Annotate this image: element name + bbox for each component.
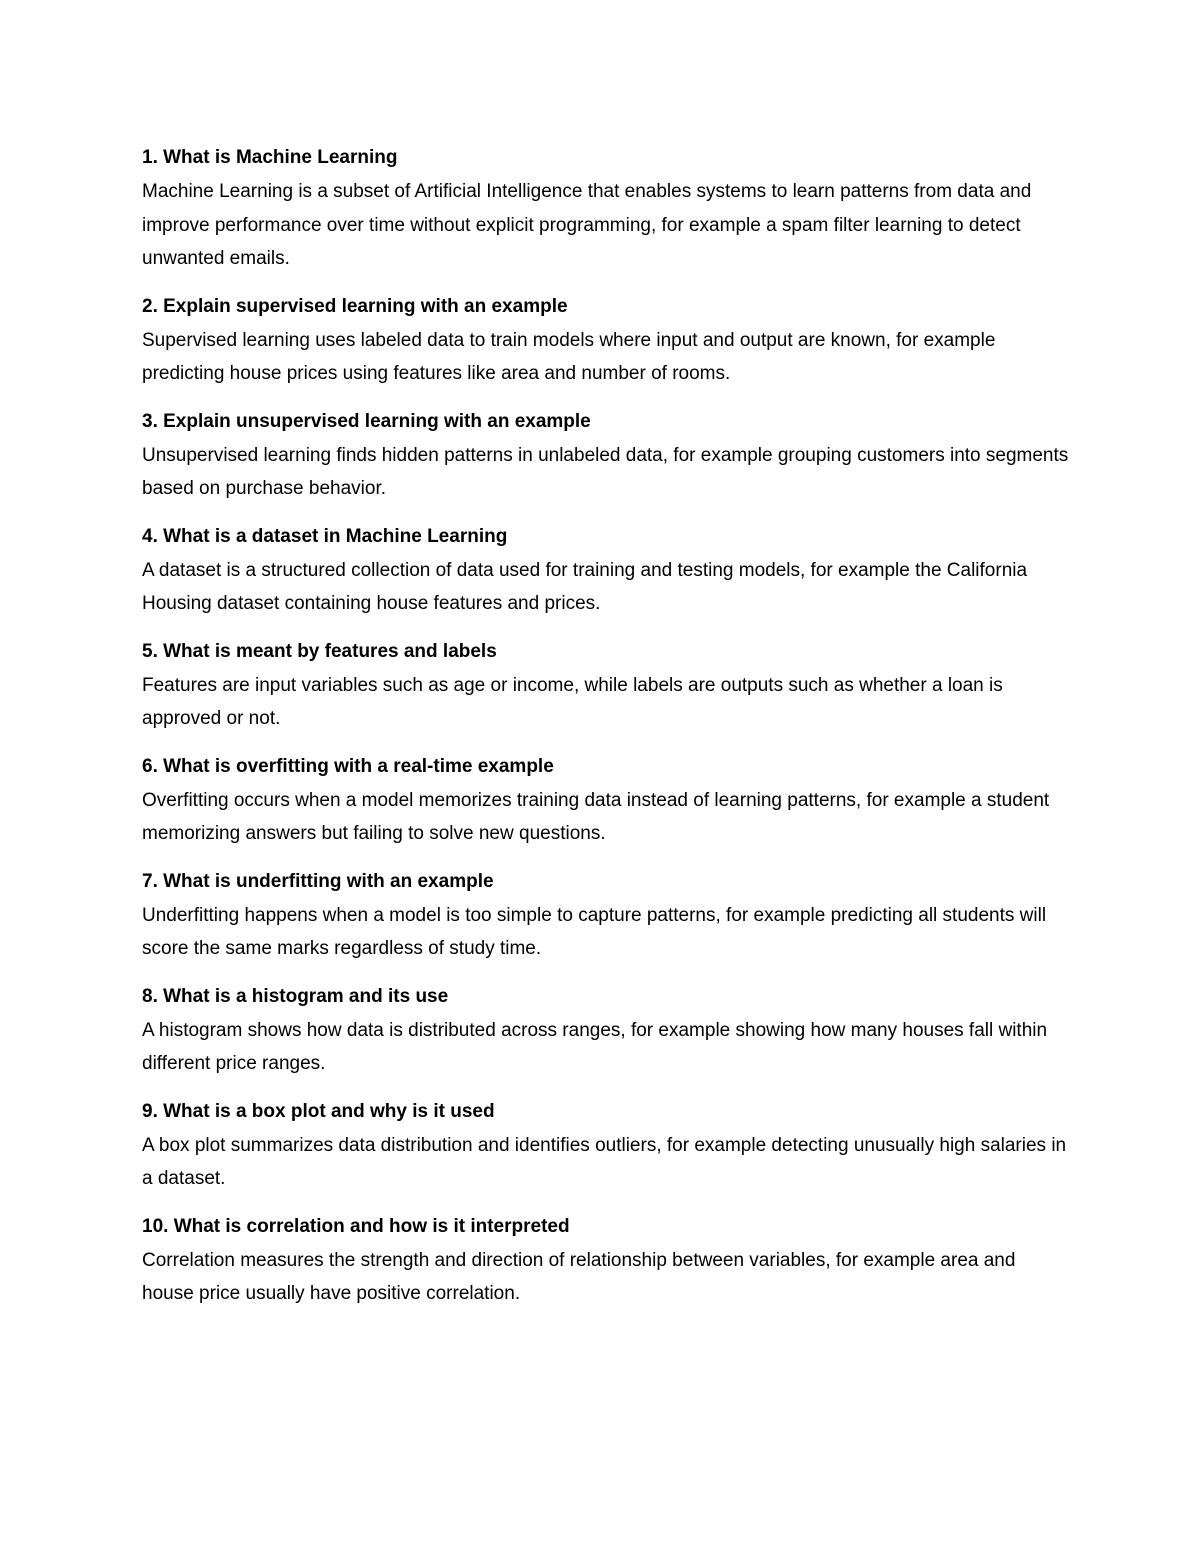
question-heading: 10. What is correlation and how is it interpreted <box>142 1215 570 1237</box>
answer-text: Overfitting occurs when a model memorizes training data instead of learning patterns, for example a student memorizing answers but failing to solve new questions. <box>142 789 1050 844</box>
question-heading: 7. What is underfitting with an example <box>142 870 494 892</box>
answer-text: A box plot summarizes data distribution and identifies outliers, for example detecting unusually high salaries in a dataset. <box>142 1134 1067 1189</box>
question-heading: 5. What is meant by features and labels <box>142 640 497 662</box>
question-heading: 9. What is a box plot and why is it used <box>142 1100 495 1122</box>
answer-text: Correlation measures the strength and direction of relationship between variables, for example area and house price usually have positive correlation. <box>142 1249 1016 1304</box>
answer-text: A histogram shows how data is distributed across ranges, for example showing how many houses fall within different price ranges. <box>142 1019 1048 1074</box>
qa-item-6 <box>142 750 1072 851</box>
answer-text: Supervised learning uses labeled data to train models where input and output are known, for example predicting house prices using features like area and number of rooms. <box>142 329 996 384</box>
qa-item-7 <box>142 865 1072 966</box>
question-heading: 6. What is overfitting with a real-time example <box>142 755 554 777</box>
answer-text: Machine Learning is a subset of Artificial Intelligence that enables systems to learn patterns from data and improve performance over time without explicit programming, for example a spam filter learning to detect unwanted emails. <box>142 181 1032 269</box>
answer-text: A dataset is a structured collection of data used for training and testing models, for example the California Housing dataset containing house features and prices. <box>142 559 1028 614</box>
question-heading: 1. What is Machine Learning <box>142 147 398 168</box>
qa-item-10 <box>142 1210 1072 1311</box>
qa-item-9 <box>142 1095 1072 1196</box>
answer-text: Features are input variables such as age or income, while labels are outputs such as whether a loan is approved or not. <box>142 674 1003 729</box>
qa-item-3 <box>142 405 1072 506</box>
answer-text: Unsupervised learning finds hidden patterns in unlabeled data, for example grouping customers into segments based on purchase behavior. <box>142 444 1069 499</box>
document-page <box>142 141 1072 1325</box>
qa-item-5 <box>142 635 1072 736</box>
question-heading: 2. Explain supervised learning with an example <box>142 295 568 317</box>
question-heading: 3. Explain unsupervised learning with an example <box>142 410 591 432</box>
qa-item-2 <box>142 290 1072 391</box>
qa-item-1 <box>142 141 1072 276</box>
question-heading: 8. What is a histogram and its use <box>142 985 449 1007</box>
qa-item-4 <box>142 520 1072 621</box>
question-heading: 4. What is a dataset in Machine Learning <box>142 525 508 547</box>
qa-item-8 <box>142 980 1072 1081</box>
answer-text: Underfitting happens when a model is too simple to capture patterns, for example predicting all students will score the same marks regardless of study time. <box>142 904 1047 959</box>
